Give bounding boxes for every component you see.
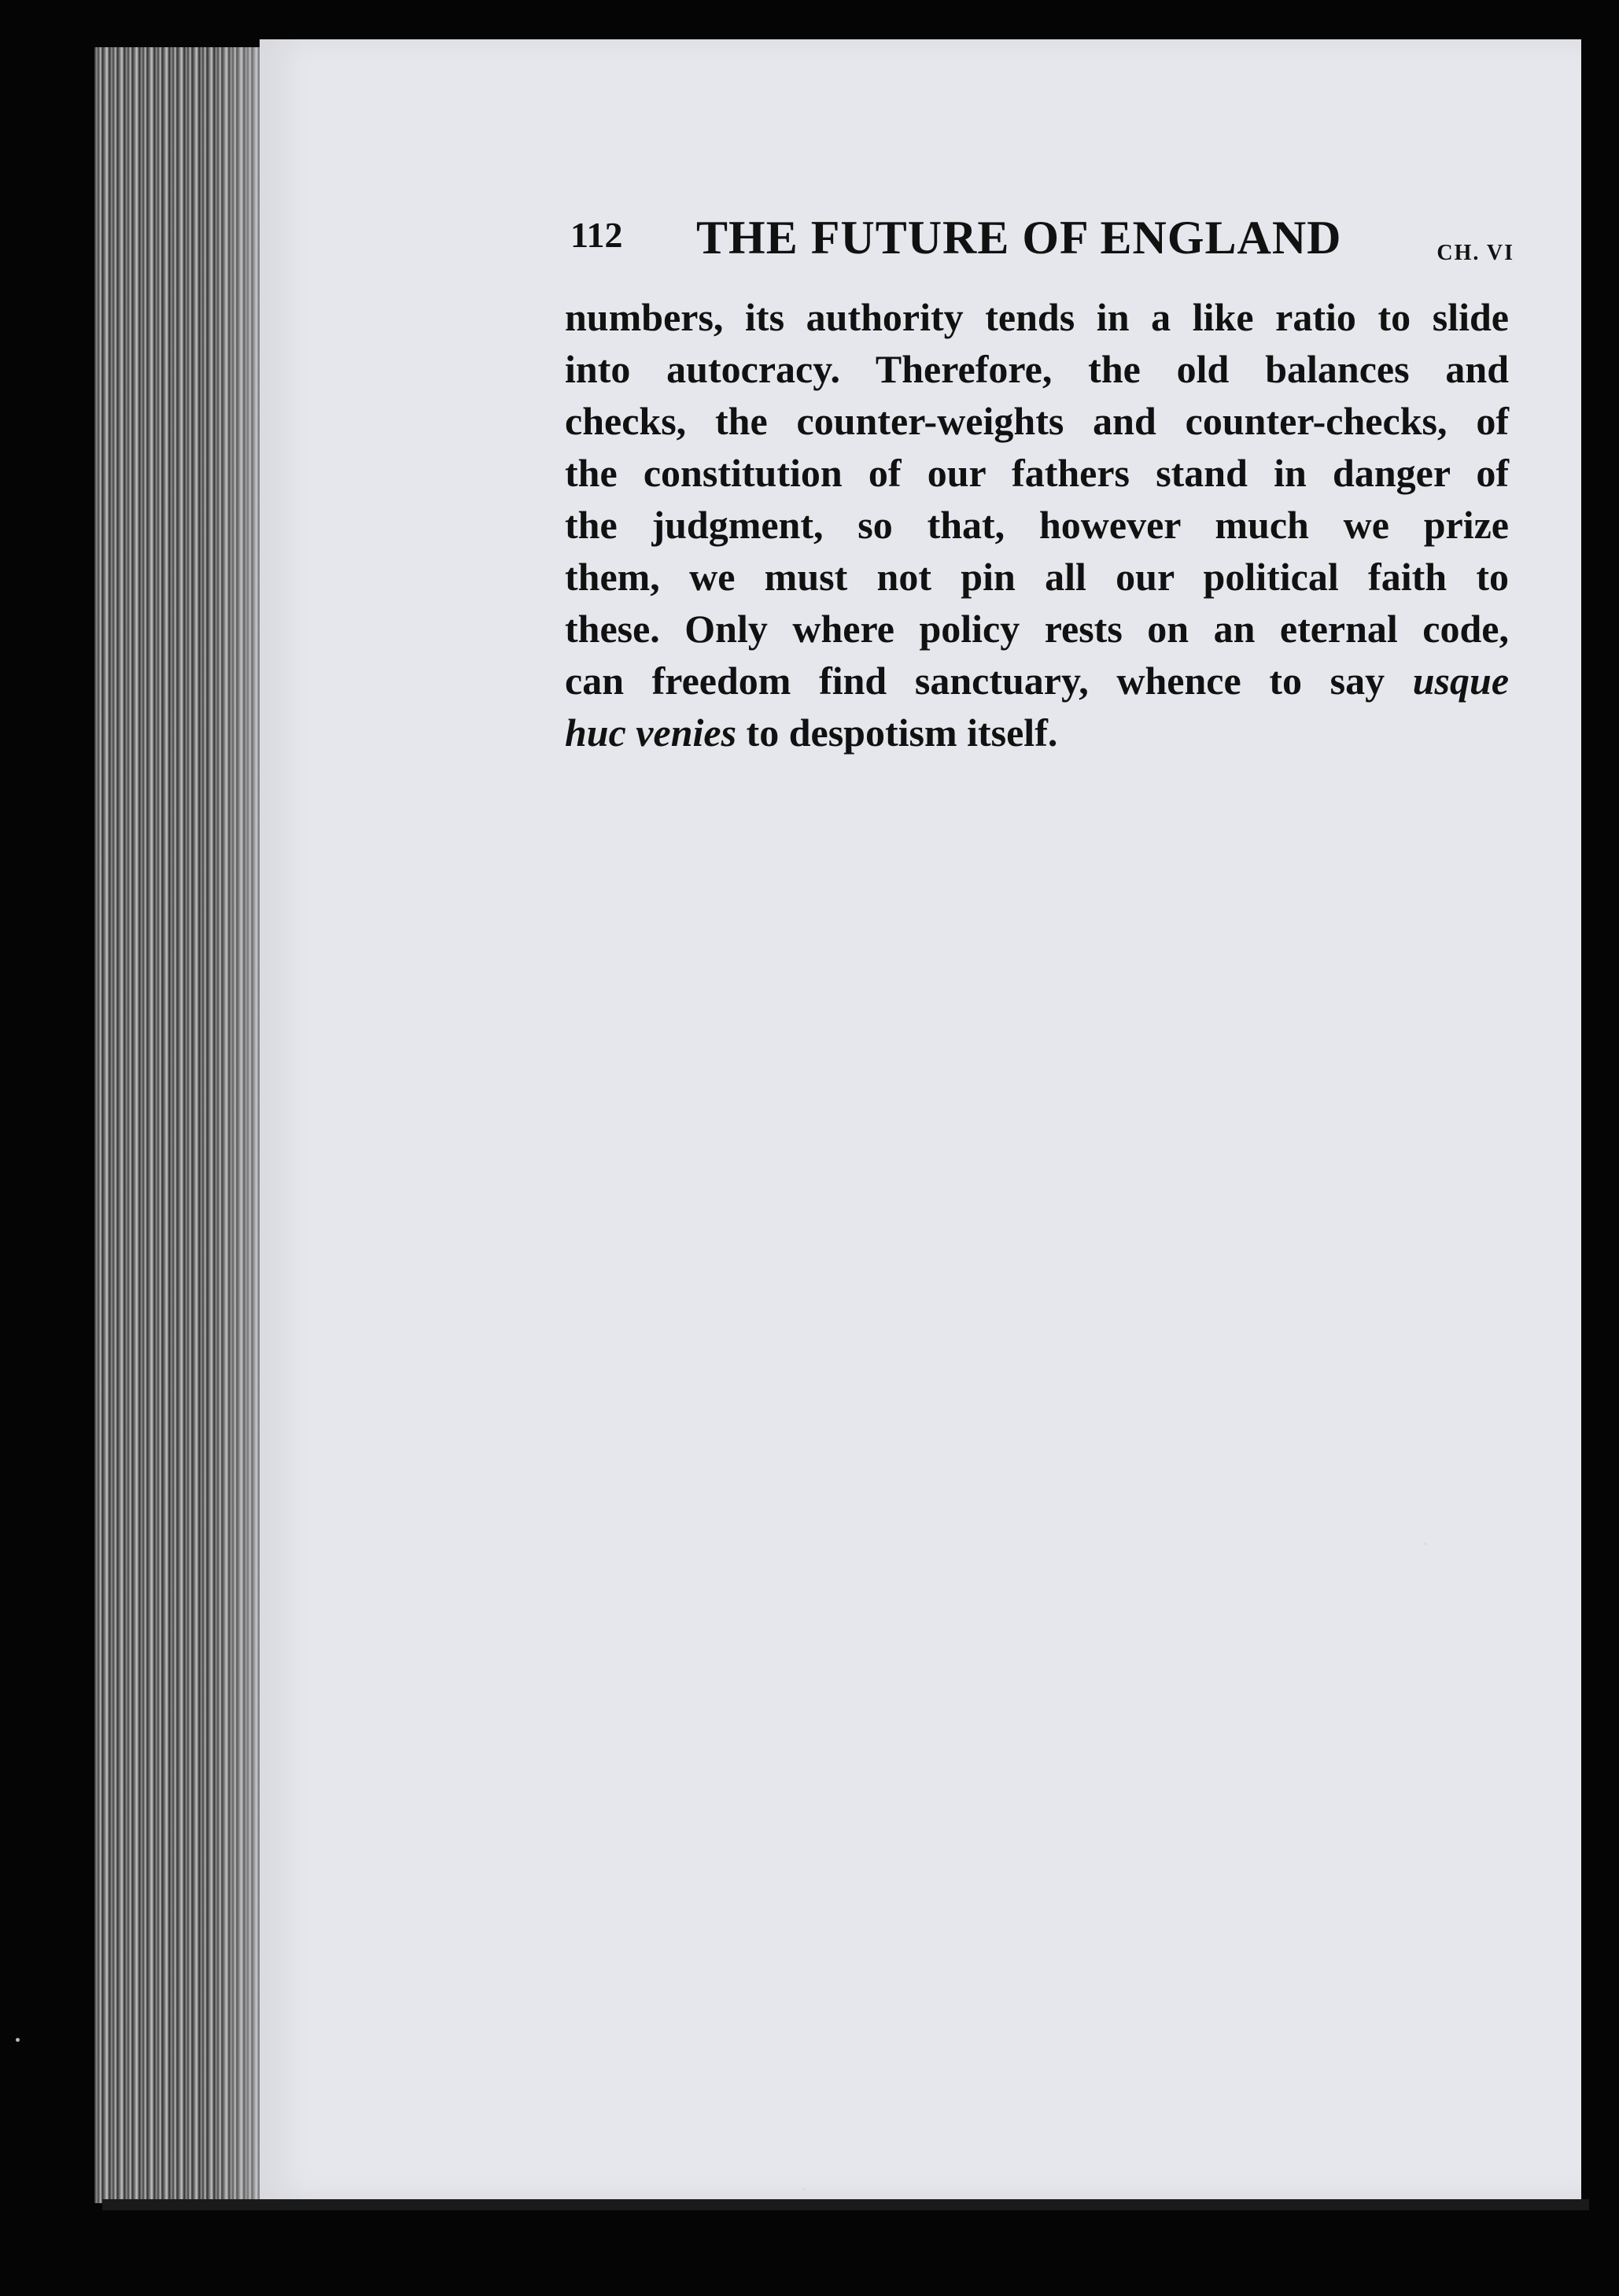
text-line: checks, the counter-weights and counter-checks, of	[565, 399, 1509, 443]
italic-phrase: usque	[1412, 659, 1510, 703]
text-line	[565, 655, 1509, 707]
text-line: numbers, its authority tends in a like ratio to slide	[565, 295, 1509, 339]
text-line: into autocracy. Therefore, the old balances and	[565, 347, 1509, 391]
text-segment: to despotism itself.	[746, 711, 1058, 755]
dust-speck	[802, 2187, 806, 2191]
body-paragraph	[565, 291, 1509, 759]
dust-speck	[1424, 1542, 1427, 1545]
text-segment: can freedom find sanctuary, whence to say	[565, 659, 1385, 703]
text-line: the judgment, so that, however much we prize	[565, 503, 1509, 547]
page-number: 112	[570, 215, 623, 255]
running-title: THE FUTURE OF ENGLAND	[696, 212, 1342, 264]
page-bottom-edge	[102, 2199, 1589, 2210]
italic-phrase: huc venies	[565, 711, 737, 755]
chapter-reference: CH. VI	[1436, 241, 1514, 265]
dust-speck	[16, 2038, 20, 2042]
text-line: these. Only where policy rests on an eternal code,	[565, 607, 1509, 651]
text-line	[565, 707, 1509, 759]
text-line: them, we must not pin all our political faith to	[565, 555, 1509, 599]
running-header	[570, 211, 1522, 274]
text-line: the constitution of our fathers stand in danger of	[565, 451, 1509, 495]
